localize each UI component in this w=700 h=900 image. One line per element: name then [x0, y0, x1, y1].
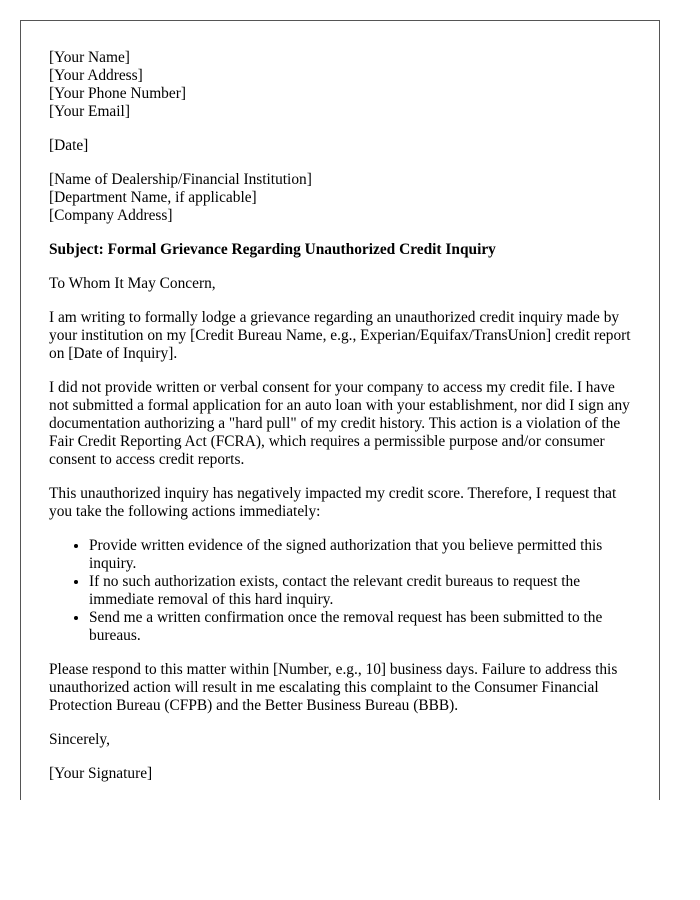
- recipient-department: [Department Name, if applicable]: [49, 189, 257, 206]
- closing-paragraph: Please respond to this matter within [Number, e.g., 10] business days. Failure to address this unauthorized action will result in me escalating this complaint to the Consumer Financial Protection Bureau (CFPB) and the Better Business Bureau (BBB).: [49, 661, 618, 714]
- body-paragraph: This unauthorized inquiry has negatively impacted my credit score. Therefore, I request that you take the following actions immediately:: [49, 485, 617, 520]
- sender-name: [Your Name]: [49, 49, 130, 66]
- signature: [Your Signature]: [49, 765, 153, 782]
- recipient-block: [49, 171, 631, 225]
- sender-email: [Your Email]: [49, 103, 130, 120]
- sender-block: [49, 49, 631, 121]
- date-block: [49, 137, 631, 155]
- subject-line: Subject: Formal Grievance Regarding Unauthorized Credit Inquiry: [49, 241, 496, 258]
- letter-page: [20, 20, 660, 800]
- sender-phone: [Your Phone Number]: [49, 85, 186, 102]
- recipient-institution: [Name of Dealership/Financial Institution]: [49, 171, 312, 188]
- request-list: [49, 537, 631, 645]
- salutation: To Whom It May Concern,: [49, 275, 216, 292]
- sender-address: [Your Address]: [49, 67, 143, 84]
- body-paragraph: I am writing to formally lodge a grievance regarding an unauthorized credit inquiry made by your institution on my [Credit Bureau Name, e.g., Experian/Equifax/TransUnion] credit report on [Date of Inquiry].: [49, 309, 631, 362]
- body-paragraph: I did not provide written or verbal consent for your company to access my credit file. I have not submitted a formal application for an auto loan with your establishment, nor did I sign any documentation authorizing a "hard pull" of my credit history. This action is a violation of the Fair Credit Reporting Act (FCRA), which requires a permissible purpose and/or consumer consent to access credit reports.: [49, 379, 630, 468]
- list-item: • If no such authorization exists, contact the relevant credit bureaus to request the immediate removal of this hard inquiry.: [89, 573, 631, 609]
- sign-off: Sincerely,: [49, 731, 110, 748]
- list-item: • Send me a written confirmation once the removal request has been submitted to the bureaus.: [89, 609, 631, 645]
- recipient-address: [Company Address]: [49, 207, 173, 224]
- letter-date: [Date]: [49, 137, 89, 154]
- list-item: • Provide written evidence of the signed authorization that you believe permitted this inquiry.: [89, 537, 631, 573]
